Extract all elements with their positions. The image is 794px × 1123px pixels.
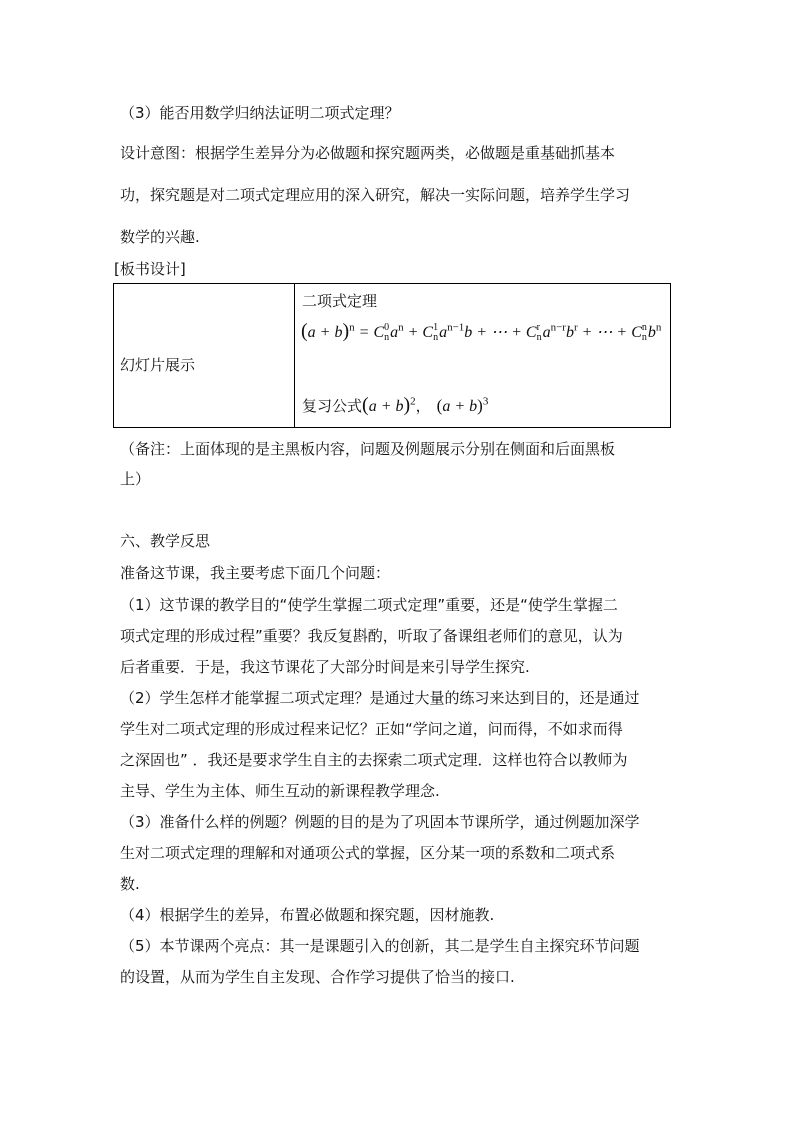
review-formulas: 复习公式$(a + b)^2$， $(a + b)^3$ [302,394,489,416]
reflection-line: （5）本节课两个亮点：其一是课题引入的创新，其二是学生自主探究环节问题 [120,937,640,955]
reflection-line: 学生对二项式定理的形成过程来记忆？正如“学问之道，问而得，不如求而得 [120,720,623,738]
note-line-1: （备注：上面体现的是主黑板内容，问题及例题展示分别在侧面和后面黑板 [120,440,616,458]
reflection-line: （2）学生怎样才能掌握二项式定理？是通过大量的练习来达到目的，还是通过 [120,689,640,707]
note-line-2: 上） [120,470,151,488]
reflection-line: 主导、学生为主体、师生互动的新课程教学理念. [120,782,440,800]
reflection-line: 后者重要．于是，我这节课花了大部分时间是来引导学生探究. [120,658,530,676]
reflection-line: （1）这节课的教学目的“使学生掌握二项式定理”重要，还是“使学生掌握二 [120,596,618,614]
section-title: 六、教学反思 [120,532,211,550]
reflection-line: 数. [120,875,140,893]
design-intent-line-1: 设计意图：根据学生差异分为必做题和探究题两类，必做题是重基础抓基本 [120,144,616,162]
table-right-cell [295,284,671,428]
reflection-line: 的设置，从而为学生自主发现、合作学习提供了恰当的接口. [120,968,515,986]
reflection-line: （4）根据学生的差异，布置必做题和探究题，因材施教. [120,906,495,924]
theorem-title: 二项式定理 [302,292,378,310]
question-3: （3）能否用数学归纳法证明二项式定理？ [120,104,400,122]
reflection-line: 生对二项式定理的理解和对通项公式的掌握，区分某一项的系数和二项式系 [120,844,616,862]
table-left-cell [114,284,295,428]
binomial-formula: $(a + b)^n = C$ 0 n $a^n + C$ 1 n $a^{n-1}b$ + ⋯ + C r n $a^{n-r}b^r$ + ⋯ + C n n $b^n$ [301,320,662,344]
design-intent-line-3: 数学的兴趣. [120,228,200,246]
reflection-line: 之深固也” ．我还是要求学生自主的去探索二项式定理．这样也符合以教师为 [120,751,628,769]
design-intent-line-2: 功，探究题是对二项式定理应用的深入研究，解决一实际问题，培养学生学习 [120,186,631,204]
board-design-table [113,283,671,428]
reflection-line: 项式定理的形成过程”重要？我反复斟酌，听取了备课组老师们的意见，认为 [120,627,623,645]
slide-display-label: 幻灯片展示 [120,356,196,374]
board-design-heading: [板书设计] [114,260,186,278]
reflection-intro: 准备这节课，我主要考虑下面几个问题： [120,564,391,582]
reflection-line: （3）准备什么样的例题？例题的目的是为了巩固本节课所学，通过例题加深学 [120,813,640,831]
review-label: 复习公式 [302,397,363,415]
